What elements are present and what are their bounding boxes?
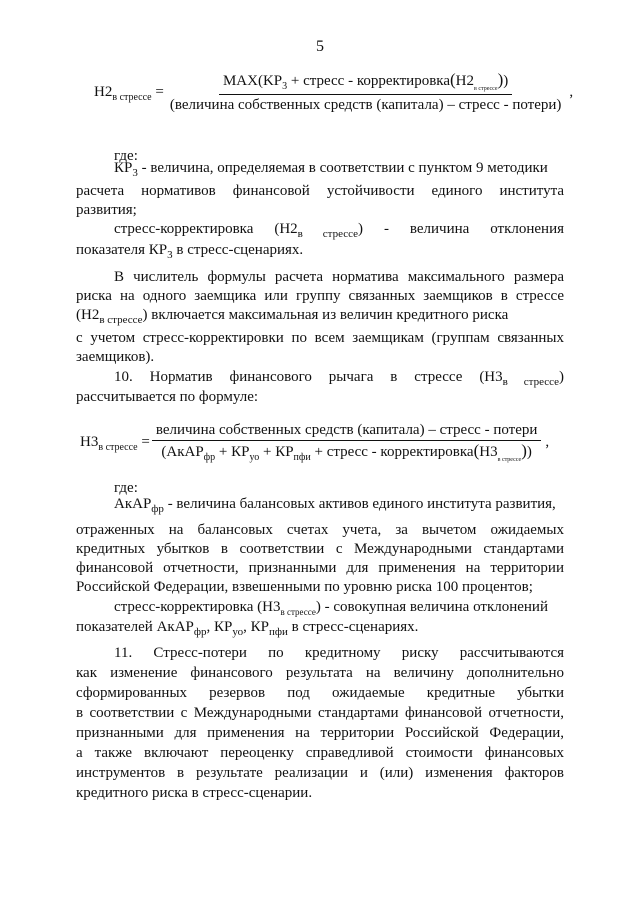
paragraph-line: заемщиков).	[76, 349, 155, 365]
formula-n3-fraction	[152, 420, 542, 465]
formula-n3-lhs: $Н3_{в стрессе}$ =	[80, 434, 150, 453]
formula-n2: $Н2_{в стрессе}$ = $\frac{MAX(KP_3 + стресс - корректировка(Н2_{в стрессе}))}{\text{(величина собственных средств (капитала) – стресс - потери)}}$ ,	[94, 70, 574, 113]
formula-n2-denominator: (величина собственных средств (капитала) – стресс - потери)	[169, 97, 562, 113]
paragraph-line: В числитель формулы расчета норматива максимального размера	[114, 269, 564, 285]
paragraph-line: отраженных на балансовых счетах учета, за вычетом ожидаемых	[76, 522, 564, 538]
paragraph-line: кредитного риска в стресс-сценарии.	[76, 785, 313, 801]
formula-n2-numerator: $MAX(KP_3$ + стресс - $корректировка(Н2_{в стрессе})$)	[219, 70, 512, 95]
stress-adjustment-n2-definition: стресс-корректировка $(Н2_{в стрессе})$ - величина отклонения	[114, 221, 564, 240]
paragraph-line: инструментов в результате реализации и (или) изменения факторов	[76, 765, 564, 781]
paragraph-line: в соответствии с Международными стандартами финансовой отчетности,	[76, 705, 564, 721]
paragraph-line: показателя $КР_3$ в стресс-сценариях.	[76, 242, 304, 261]
formula-n3: $Н3_{в стрессе}$ = величина собственных средств (капитала) – стресс - потери (АкАР$_{фр}$ + $КР_{уо} + КР_{пфи}$ + стресс - $корректировка(Н3_{в стрессе})$) ,	[80, 422, 550, 463]
kr3-definition: $КР_3$ - величина, определяемая в соответствии с пунктом 9 методики	[114, 160, 548, 179]
akar-definition: АкАР$_{фр}$ - величина балансовых активов единого института развития,	[114, 496, 556, 515]
paragraph-line: Российской Федерации, взвешенными по уровню риска 100 процентов;	[76, 579, 533, 595]
paragraph-line: признанными для применения на территории Российской Федерации,	[76, 725, 564, 741]
formula-n3-numerator: величина собственных средств (капитала) – стресс - потери	[152, 420, 542, 441]
where-label-1: где:	[114, 148, 138, 164]
formula-n3-denominator: (АкАР$_{фр}$ + $КР_{уо} + КР_{пфи}$ + стресс - $корректировка(Н3_{в стрессе})$)	[161, 441, 532, 463]
paragraph-line: риска на одного заемщика или группу связанных заемщиков в стрессе	[76, 288, 564, 304]
paragraph-line: развития;	[76, 202, 137, 218]
formula-n2-fraction	[166, 70, 566, 115]
paragraph-line: рассчитывается по формуле:	[76, 389, 259, 405]
paragraph-line: сформированных резервов под ожидаемые кредитные убытки	[76, 685, 564, 701]
paragraph-line: $(Н2_{в стрессе})$ включается максимальная из величин кредитного риска	[76, 307, 509, 326]
stress-adjustment-n3-definition: стресс-корректировка $(Н3_{в стрессе})$ - совокупная величина отклонений	[114, 599, 548, 617]
paragraph-line: финансовой отчетности, признанными для применения на территории	[76, 560, 564, 576]
paragraph-line: с учетом стресс-корректировки по всем заемщикам (группам связанных	[76, 330, 564, 346]
section-11-heading: 11. Стресс-потери по кредитному риску рассчитываются	[114, 645, 564, 661]
paragraph-line: кредитных убытков в соответствии с Международными стандартами	[76, 541, 564, 557]
paragraph-line: а также включают переоценку справедливой стоимости финансовых	[76, 745, 564, 761]
paragraph-line: как изменение финансового результата на величину дополнительно	[76, 665, 564, 681]
paragraph-line: расчета нормативов финансовой устойчивости единого института	[76, 183, 564, 199]
section-10-heading: 10. Норматив финансового рычага в стрессе $(Н3_{в стрессе})$	[114, 369, 565, 388]
where-label-2: где:	[114, 480, 138, 496]
formula-n2-lhs: $Н2_{в стрессе}$ =	[94, 84, 164, 103]
paragraph-line: показателей АкАР$_{фр}$, $КР_{уо}$, $КР_{пфи}$ в стресс-сценариях.	[76, 619, 419, 638]
page-number: 5	[316, 38, 324, 55]
